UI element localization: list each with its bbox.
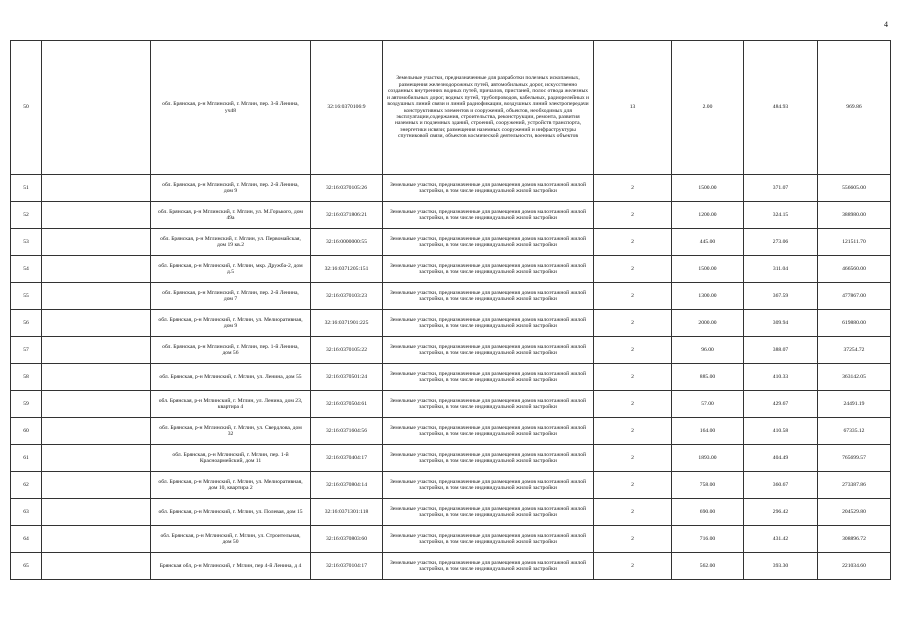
group-cell: 2 [594, 175, 672, 202]
empty-cell [42, 175, 151, 202]
land-use-purpose-cell: Земельные участки, предназначенные для размещения домов малоэтажной жилой застройки, в том числе индивидуальной жилой застройки [383, 202, 594, 229]
empty-cell [42, 310, 151, 337]
area-cell: 445.00 [672, 229, 744, 256]
address-cell: обл. Брянская, р-н Мглинский, г. Мглин, ул. Ленина, дом 55 [151, 364, 311, 391]
cadastral-number-cell: 32:16:0370804:14 [311, 472, 383, 499]
empty-cell [42, 499, 151, 526]
empty-cell [42, 41, 151, 175]
address-cell: обл. Брянская, р-н Мглинский, г. Мглин, ул. Строительная, дом 50 [151, 526, 311, 553]
area-cell: 1300.00 [672, 283, 744, 310]
row-number: 60 [11, 418, 42, 445]
land-use-purpose-cell: Земельные участки, предназначенные для размещения домов малоэтажной жилой застройки, в том числе индивидуальной жилой застройки [383, 229, 594, 256]
total-cadastral-value-cell: 466560.00 [818, 256, 891, 283]
total-cadastral-value-cell: 121511.70 [818, 229, 891, 256]
land-use-purpose-cell: Земельные участки, предназначенные для размещения домов малоэтажной жилой застройки, в том числе индивидуальной жилой застройки [383, 337, 594, 364]
area-cell: 2.00 [672, 41, 744, 175]
land-use-purpose-cell: Земельные участки, предназначенные для размещения домов малоэтажной жилой застройки, в том числе индивидуальной жилой застройки [383, 472, 594, 499]
area-cell: 1200.00 [672, 202, 744, 229]
row-number: 55 [11, 283, 42, 310]
group-cell: 2 [594, 364, 672, 391]
address-cell: обл. Брянская, р-н Мглинский, г. Мглин, пер. 1-й Красноармейский, дом 11 [151, 445, 311, 472]
land-use-purpose-cell: Земельные участки, предназначенные для размещения домов малоэтажной жилой застройки, в том числе индивидуальной жилой застройки [383, 526, 594, 553]
empty-cell [42, 472, 151, 499]
empty-cell [42, 202, 151, 229]
table-row [11, 41, 891, 175]
address-cell: обл. Брянская, р-н Мглинский, г. Мглин, ул. Первомайская, дом 19 кв.2 [151, 229, 311, 256]
total-cadastral-value-cell: 556605.00 [818, 175, 891, 202]
total-cadastral-value-cell: 308896.72 [818, 526, 891, 553]
land-use-purpose-cell: Земельные участки, предназначенные для размещения домов малоэтажной жилой застройки, в том числе индивидуальной жилой застройки [383, 391, 594, 418]
land-use-purpose-cell: Земельные участки, предназначенные для размещения домов малоэтажной жилой застройки, в том числе индивидуальной жилой застройки [383, 256, 594, 283]
empty-cell [42, 229, 151, 256]
empty-cell [42, 256, 151, 283]
total-cadastral-value-cell: 37254.72 [818, 337, 891, 364]
row-number: 61 [11, 445, 42, 472]
total-cadastral-value-cell: 221034.60 [818, 553, 891, 580]
cadastral-number-cell: 32:16:0370106:9 [311, 41, 383, 175]
table-row [11, 202, 891, 229]
area-cell: 562.00 [672, 553, 744, 580]
row-number: 65 [11, 553, 42, 580]
cadastral-number-cell: 32:16:0371604:56 [311, 418, 383, 445]
cadastral-number-cell: 32:16:0371301:118 [311, 499, 383, 526]
address-cell: обл. Брянская, р-н Мглинский, г. Мглин, пер. 2-й Ленина, дом 9 [151, 175, 311, 202]
land-use-purpose-cell: Земельные участки, предназначенные для размещения домов малоэтажной жилой застройки, в том числе индивидуальной жилой застройки [383, 553, 594, 580]
address-cell: обл. Брянская, р-н Мглинский, г. Мглин, ул. Мелиоративная, дом 9 [151, 310, 311, 337]
total-cadastral-value-cell: 388980.00 [818, 202, 891, 229]
address-cell: обл. Брянская, р-н Мглинский, г. Мглин, ул. Полевая, дом 15 [151, 499, 311, 526]
cadastral-number-cell: 32:16:0370803:60 [311, 526, 383, 553]
empty-cell [42, 364, 151, 391]
cadastral-number-cell: 32:16:0000000:55 [311, 229, 383, 256]
table-row [11, 472, 891, 499]
cadastral-value-per-unit-cell: 404.49 [744, 445, 818, 472]
row-number: 50 [11, 41, 42, 175]
cadastral-value-per-unit-cell: 484.93 [744, 41, 818, 175]
group-cell: 2 [594, 337, 672, 364]
total-cadastral-value-cell: 67335.12 [818, 418, 891, 445]
address-cell: обл. Брянская, р-н Мглинский, г. Мглин, ул. Свердлова, дом 32 [151, 418, 311, 445]
cadastral-value-per-unit-cell: 410.58 [744, 418, 818, 445]
cadastral-number-cell: 32:16:0371205:151 [311, 256, 383, 283]
cadastral-value-per-unit-cell: 311.04 [744, 256, 818, 283]
group-cell: 2 [594, 472, 672, 499]
cadastral-value-per-unit-cell: 309.94 [744, 310, 818, 337]
group-cell: 2 [594, 553, 672, 580]
total-cadastral-value-cell: 765699.57 [818, 445, 891, 472]
cadastral-number-cell: 32:16:0371901:225 [311, 310, 383, 337]
land-parcels-table [10, 40, 891, 580]
area-cell: 2000.00 [672, 310, 744, 337]
area-cell: 57.00 [672, 391, 744, 418]
row-number: 64 [11, 526, 42, 553]
table-row [11, 283, 891, 310]
area-cell: 758.00 [672, 472, 744, 499]
table-row [11, 229, 891, 256]
cadastral-number-cell: 32:16:0371806:21 [311, 202, 383, 229]
area-cell: 716.00 [672, 526, 744, 553]
land-use-purpose-cell: Земельные участки, предназначенные для размещения домов малоэтажной жилой застройки, в том числе индивидуальной жилой застройки [383, 310, 594, 337]
address-cell: обл. Брянская, р-н Мглинский, г. Мглин, пер. 1-й Ленина, дом 56 [151, 337, 311, 364]
group-cell: 2 [594, 202, 672, 229]
table-row [11, 175, 891, 202]
address-cell: обл. Брянская, р-н Мглинский, г. Мглин, ул. Мелиоративная, дом 10, квартира 2 [151, 472, 311, 499]
total-cadastral-value-cell: 969.86 [818, 41, 891, 175]
cadastral-number-cell: 32:16:0370501:24 [311, 364, 383, 391]
land-use-purpose-cell: Земельные участки, предназначенные для разработки полезных ископаемых, размещения железнодорожных путей, автомобильных дорог, искусственно созданных внутренних водных путей, причалов, пристаней, полос отвода железных и автомобильных дорог, водных путей, трубопроводов, кабельных, радиорелейных и воздушных линий связи и линий радиофикации, воздушных линий электропередачи конструктивных элементов и сооружений, объектов, необходимых для эксплуатации,содержания, строительства, реконструкции, ремонта, развития наземных и подземных зданий, строений, сооружений, устройств транспорта, энергетики исвязи; размещения наземных сооружений и инфраструктуры спутниковой связи, объектов космической деятельности, военных объектов [383, 41, 594, 175]
land-use-purpose-cell: Земельные участки, предназначенные для размещения домов малоэтажной жилой застройки, в том числе индивидуальной жилой застройки [383, 499, 594, 526]
table-row [11, 364, 891, 391]
row-number: 56 [11, 310, 42, 337]
empty-cell [42, 418, 151, 445]
land-use-purpose-cell: Земельные участки, предназначенные для размещения домов малоэтажной жилой застройки, в том числе индивидуальной жилой застройки [383, 364, 594, 391]
table-row [11, 310, 891, 337]
group-cell: 2 [594, 418, 672, 445]
total-cadastral-value-cell: 477867.00 [818, 283, 891, 310]
group-cell: 2 [594, 499, 672, 526]
area-cell: 1893.00 [672, 445, 744, 472]
cadastral-value-per-unit-cell: 431.42 [744, 526, 818, 553]
table-row [11, 526, 891, 553]
table-row [11, 445, 891, 472]
cadastral-value-per-unit-cell: 388.07 [744, 337, 818, 364]
area-cell: 690.00 [672, 499, 744, 526]
address-cell: обл. Брянская, р-н Мглинский, г. Мглин, пер. 2-й Ленина, дом 7 [151, 283, 311, 310]
empty-cell [42, 391, 151, 418]
total-cadastral-value-cell: 273387.86 [818, 472, 891, 499]
cadastral-value-per-unit-cell: 296.42 [744, 499, 818, 526]
cadastral-value-per-unit-cell: 410.33 [744, 364, 818, 391]
cadastral-value-per-unit-cell: 367.59 [744, 283, 818, 310]
table-row [11, 256, 891, 283]
group-cell: 13 [594, 41, 672, 175]
empty-cell [42, 283, 151, 310]
cadastral-value-per-unit-cell: 324.15 [744, 202, 818, 229]
table-row [11, 553, 891, 580]
address-cell: обл. Брянская, р-н Мглинский, г. Мглин, пер. 3-й Ленина, уч48 [151, 41, 311, 175]
cadastral-number-cell: 32:16:0370104:17 [311, 553, 383, 580]
land-use-purpose-cell: Земельные участки, предназначенные для размещения домов малоэтажной жилой застройки, в том числе индивидуальной жилой застройки [383, 283, 594, 310]
total-cadastral-value-cell: 619880.00 [818, 310, 891, 337]
cadastral-number-cell: 32:16:0370504:61 [311, 391, 383, 418]
page-number: 4 [884, 20, 888, 29]
group-cell: 2 [594, 310, 672, 337]
table-row [11, 499, 891, 526]
cadastral-number-cell: 32:16:0370103:23 [311, 283, 383, 310]
land-use-purpose-cell: Земельные участки, предназначенные для размещения домов малоэтажной жилой застройки, в том числе индивидуальной жилой застройки [383, 445, 594, 472]
empty-cell [42, 445, 151, 472]
group-cell: 2 [594, 391, 672, 418]
row-number: 59 [11, 391, 42, 418]
row-number: 51 [11, 175, 42, 202]
row-number: 63 [11, 499, 42, 526]
cadastral-number-cell: 32:16:0370105:22 [311, 337, 383, 364]
total-cadastral-value-cell: 204529.80 [818, 499, 891, 526]
address-cell: обл. Брянская, р-н Мглинский, г. Мглин, ул. М.Горького, дом 49а [151, 202, 311, 229]
row-number: 57 [11, 337, 42, 364]
total-cadastral-value-cell: 363142.05 [818, 364, 891, 391]
cadastral-value-per-unit-cell: 360.67 [744, 472, 818, 499]
cadastral-number-cell: 32:16:0370404:17 [311, 445, 383, 472]
area-cell: 885.00 [672, 364, 744, 391]
cadastral-value-per-unit-cell: 371.07 [744, 175, 818, 202]
row-number: 53 [11, 229, 42, 256]
table-row [11, 337, 891, 364]
row-number: 52 [11, 202, 42, 229]
row-number: 54 [11, 256, 42, 283]
empty-cell [42, 553, 151, 580]
total-cadastral-value-cell: 24491.19 [818, 391, 891, 418]
group-cell: 2 [594, 526, 672, 553]
group-cell: 2 [594, 229, 672, 256]
land-use-purpose-cell: Земельные участки, предназначенные для размещения домов малоэтажной жилой застройки, в том числе индивидуальной жилой застройки [383, 418, 594, 445]
area-cell: 1500.00 [672, 175, 744, 202]
cadastral-value-per-unit-cell: 393.30 [744, 553, 818, 580]
cadastral-value-per-unit-cell: 429.67 [744, 391, 818, 418]
address-cell: обл. Брянская, р-н Мглинский, г. Мглин, ул. Ленина, дом 23, квартира 4 [151, 391, 311, 418]
row-number: 62 [11, 472, 42, 499]
area-cell: 96.00 [672, 337, 744, 364]
land-use-purpose-cell: Земельные участки, предназначенные для размещения домов малоэтажной жилой застройки, в том числе индивидуальной жилой застройки [383, 175, 594, 202]
group-cell: 2 [594, 445, 672, 472]
area-cell: 164.00 [672, 418, 744, 445]
group-cell: 2 [594, 283, 672, 310]
table-body [11, 41, 891, 580]
cadastral-value-per-unit-cell: 273.06 [744, 229, 818, 256]
cadastral-number-cell: 32:16:0370105:26 [311, 175, 383, 202]
empty-cell [42, 337, 151, 364]
area-cell: 1500.00 [672, 256, 744, 283]
table-row [11, 418, 891, 445]
empty-cell [42, 526, 151, 553]
table-row [11, 391, 891, 418]
group-cell: 2 [594, 256, 672, 283]
address-cell: Брянская обл, р-н Мглинский, г Мглин, пер 4-й Ленина, д 4 [151, 553, 311, 580]
row-number: 58 [11, 364, 42, 391]
address-cell: обл. Брянская, р-н Мглинский, г. Мглин, мкр. Дружба-2, дом д.5 [151, 256, 311, 283]
